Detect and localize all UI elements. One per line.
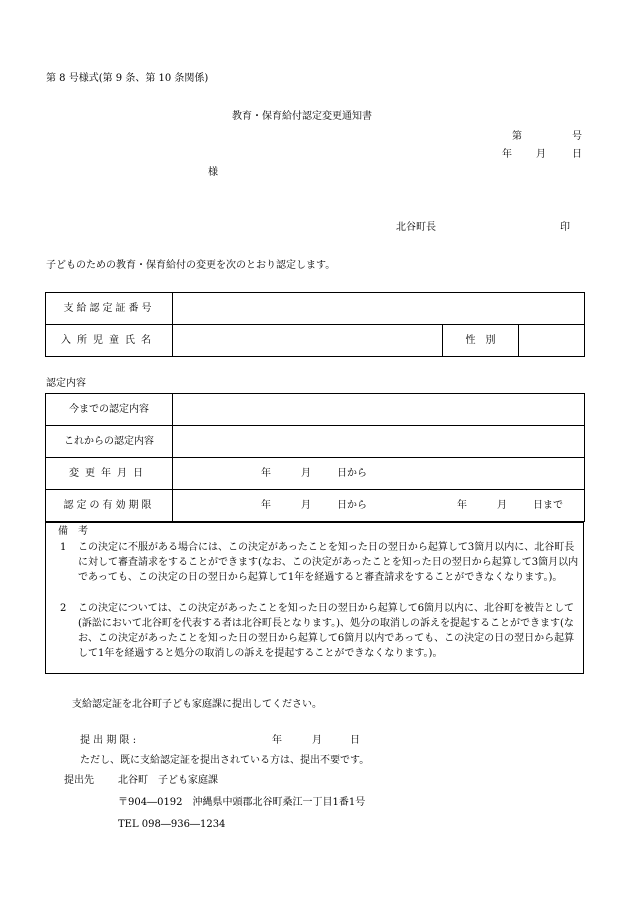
exception-note: ただし、既に支給認定証を提出されている方は、提出不要です。: [80, 755, 370, 766]
child-name-label: 入所児童氏名: [46, 325, 173, 357]
remark-number: 2: [60, 603, 67, 614]
address: 〒904―0192 沖縄県中頭郡北谷町桑江一丁目1番1号: [118, 797, 366, 808]
remarks-title: 備 考: [58, 526, 88, 537]
remark-text: この決定については、この決定があったことを知った日の翌日から起算して6箇月以内に、北谷町を被告として(訴訟において北谷町を代表する者は北谷町長となります。)、処分の取消しの訴えを提起することができます(なお、この決定があったことを知った日の翌日から起算して6箇月以内であっても、この決定の日の翌日から起算して1年を経過すると処分の取消しの訴えを提起することができなくなります。)。: [78, 603, 575, 659]
deadline-year: 年: [272, 735, 282, 746]
remark-item: [50, 601, 580, 661]
validity-to-month: 月: [497, 500, 507, 511]
deadline-label: 提 出 期 限 :: [80, 735, 137, 746]
cert-number-field[interactable]: [173, 293, 585, 325]
certification-table: [45, 393, 585, 522]
section-label: 認定内容: [46, 378, 86, 389]
deadline-day: 日: [350, 735, 360, 746]
validity-from-month: 月: [301, 500, 311, 511]
change-date-label: 変更年月日: [46, 458, 173, 490]
change-date-day: 日から: [337, 468, 367, 479]
number-suffix: 号: [572, 131, 582, 142]
intro-text: 子どものための教育・保育給付の変更を次のとおり認定します。: [46, 260, 336, 271]
addressee-suffix: 様: [208, 167, 218, 178]
remark-text: この決定に不服がある場合には、この決定があったことを知った日の翌日から起算して3箇月以内に、北谷町長に対して審査請求をすることができます(なお、この決定があったことを知った日の翌日から起算して3箇月以内であっても、この決定の日の翌日から起算して1年を経過すると審査請求をすることができなくなります。)。: [78, 542, 579, 583]
submit-instruction: 支給認定証を北谷町子ども家庭課に提出してください。: [72, 699, 322, 710]
submit-to-label: 提出先: [64, 775, 94, 786]
deadline-month: 月: [312, 735, 322, 746]
validity-label: 認定の有効期限: [46, 490, 173, 522]
previous-field[interactable]: [173, 394, 585, 426]
submit-to-value: 北谷町 子ども家庭課: [118, 775, 218, 786]
date-month: 月: [536, 149, 546, 160]
remark-item: [50, 540, 580, 585]
remarks-box: [45, 522, 584, 674]
issuer: 北谷町長: [396, 222, 436, 233]
new-field[interactable]: [173, 426, 585, 458]
validity-field[interactable]: [173, 490, 585, 522]
gender-field[interactable]: [519, 325, 585, 357]
validity-to-day: 日まで: [533, 500, 563, 511]
number-prefix: 第: [512, 131, 522, 142]
tel: TEL 098―936―1234: [118, 819, 226, 830]
new-label: これからの認定内容: [46, 426, 173, 458]
validity-from-day: 日から: [337, 500, 367, 511]
child-name-field[interactable]: [173, 325, 443, 357]
date-year: 年: [502, 149, 512, 160]
document-title: 教育・保育給付認定変更通知書: [232, 111, 372, 122]
validity-to-year: 年: [457, 500, 467, 511]
gender-label: 性 別: [443, 325, 519, 357]
validity-from-year: 年: [261, 500, 271, 511]
remark-number: 1: [60, 542, 67, 553]
change-date-month: 月: [301, 468, 311, 479]
form-number: 第 8 号様式(第 9 条、第 10 条関係): [46, 73, 209, 84]
change-date-field[interactable]: [173, 458, 585, 490]
seal-mark: 印: [560, 222, 570, 233]
change-date-year: 年: [261, 468, 271, 479]
cert-number-label: 支給認定証番号: [46, 293, 173, 325]
previous-label: 今までの認定内容: [46, 394, 173, 426]
date-day: 日: [572, 149, 582, 160]
child-info-table: [45, 292, 585, 357]
